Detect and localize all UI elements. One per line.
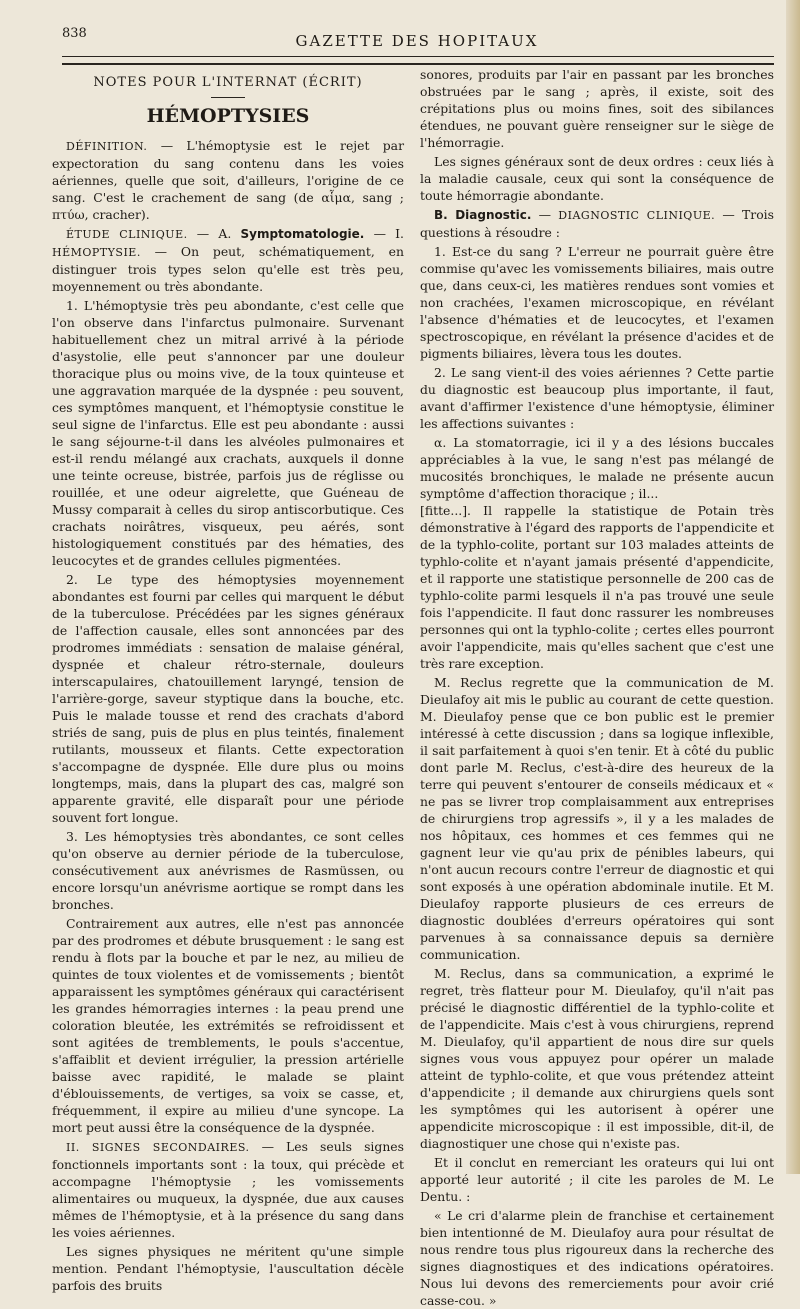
signes-secondaires-label: II. SIGNES SECONDAIRES.: [66, 1141, 250, 1154]
paragraph-r9: M. Reclus, dans sa communication, a exprimé le regret, très flatteur pour M. Dieulafoy, qu'il n'ait pas précisé le diagnostic différentiel de la typhlo-colite et de l'appendicite. Mais c'est à vous chirurgiens, reprend M. Dieulafoy, qu'il appartient de nous dire sur quels signes vous vous appuyez pour opérer un malade atteint de typhlo-colite, et que vous prétendez atteint d'appendicite ; il demande aux chirurgiens quels sont les symptômes qui les autorisent à opérer une appendicite microscopique : il est impossible, dit-il, de diagnostiquer une chose qui n'existe pas.: [420, 966, 774, 1151]
paragraph-r6: α. La stomatorragie, ici il y a des lésions buccales appréciables à la vue, le sang n'est pas mélangé de mucosités bronchiques, le malade ne présente aucun symptôme d'affection thoracique ; il...: [420, 435, 774, 501]
paragraph-r11: « Le cri d'alarme plein de franchise et certainement bien intentionné de M. Dieulafoy aura pour résultat de nous rendre tous plus rigoureux dans la recherche des signes diagnostiques et des indications opératoires. Nous lui devons des remerciements pour avoir crié casse-cou. »: [420, 1208, 774, 1308]
paragraph-signes-physiques: Les signes physiques ne méritent qu'une simple mention. Pendant l'hémoptysie, l'auscultation décèle parfois des bruits: [52, 1244, 404, 1293]
paragraph-signes-secondaires: [52, 1138, 404, 1241]
etude-text: — On peut, schématiquement, en distinguer trois types selon qu'elle est très peu, moyennement ou très abondante.: [52, 244, 404, 294]
left-column: [52, 66, 404, 1294]
right-column: [420, 66, 774, 1309]
paragraph-2: 2. Le type des hémoptysies moyennement abondantes est fourni par celles qui marquent le début de la tuberculose. Précédées par les signes généraux de l'affection causale, elles sont annoncées par des prodromes immédiats : sensation de malaise général, dyspnée et chaleur rétro-sternale, douleurs interscapulaires, chatouillement laryngé, tension de l'arrière-gorge, saveur styptique dans la bouche, etc. Puis le malade tousse et rend des crachats d'abord striés de sang, puis de plus en plus teintés, finalement rutilants, mousseux et filants. Cette expectoration s'accompagne de dyspnée. Elle dure plus ou moins longtemps, mais, dans la plupart des cas, malgré son apparente gravité, elle disparaît pour une période souvent fort longue.: [52, 572, 404, 825]
page-edge: [786, 0, 800, 1174]
page-number: 838: [62, 26, 87, 41]
paragraph-r8: M. Reclus regrette que la communication de M. Dieulafoy ait mis le public au courant de cette question. M. Dieulafoy pense que ce bon public est le premier intéressé à cette discussion ; dans sa logique inflexible, il sait parfaitement à quoi s'en tenir. Et à côté du public dont parle M. Reclus, c'est-à-dire des heureux de la terre qui peuvent s'entourer de conseils médicaux et « ne pas se livrer trop complaisamment aux entreprises de chirurgiens trop agressifs », il y a les malades de nos hôpitaux, ces hommes et ces femmes qui ne gagnent leur vie qu'au prix de pénibles labeurs, qui n'ont aucun recours contre l'erreur de diagnostic et qui sont exposés à une opération abdominale inutile. Et M. Dieulafoy rapporte plusieurs de ces erreurs de diagnostic doublées d'erreurs opératoires qui sont parvenues à sa connaissance depuis sa dernière communication.: [420, 675, 774, 962]
diagnostic-heading: B. Diagnostic.: [434, 208, 532, 222]
signes-secondaires-text: — Les seuls signes fonctionnels importants sont : la toux, qui précède et accompagne l'hémoptysie ; les vomissements alimentaires ou muqueux, la dyspnée, due aux causes mêmes de l'hémoptysie, et à la présence du sang dans les voies aériennes.: [52, 1139, 405, 1240]
paragraph-1: 1. L'hémoptysie très peu abondante, c'est celle que l'on observe dans l'infarctus pulmonaire. Survenant habituellement chez un mitral arrivé à la période d'asystolie, elle peut s'annoncer par une douleur thoracique plus ou moins vive, de la toux quinteuse et une aggravation marquée de la dyspnée : peu souvent, ces symptômes manquent, et l'hémoptysie constitue le seul signe de l'infarctus. Elle est peu abondante : aussi le sang séjourne-t-il dans les alvéoles pulmonaires et est-il rendu mélangé aux crachats, auxquels il donne une teinte ocreuse, bistrée, parfois jus de réglisse ou rouillée, et une odeur aigrelette, que Guéneau de Mussy comparait à celles du sirop antiscorbutique. Ces crachats noirâtres, visqueux, peu aérés, sont histologiquement constitués par des hématies, des leucocytes et de grandes cellules pigmentées.: [52, 298, 404, 568]
hemoptysie-label: HÉMOPTYSIE.: [52, 246, 141, 259]
symptomatologie-heading: Symptomatologie.: [240, 227, 365, 241]
section-title: NOTES POUR L'INTERNAT (ÉCRIT): [93, 75, 363, 90]
journal-title: GAZETTE DES HOPITAUX: [295, 32, 539, 50]
paragraph-r10: Et il conclut en remerciant les orateurs qui lui ont apporté leur autorité ; il cite les paroles de M. Le Dentu. :: [420, 1155, 774, 1204]
paragraph-diagnostic: B. Diagnostic. — DIAGNOSTIC CLINIQUE. — Trois questions à résoudre :: [420, 207, 774, 240]
paragraph-etude: ÉTUDE CLINIQUE. — A. Symptomatologie. — I. HÉMOPTYSIE. — On peut, schématiquement, en distinguer trois types selon qu'elle est très peu, moyennement ou très abondante.: [52, 226, 404, 294]
paragraph-definition: [52, 137, 404, 223]
paragraph-r4: 1. Est-ce du sang ? L'erreur ne pourrait guère être commise qu'avec les vomissements biliaires, mais outre que, dans ceux-ci, les matières rendues sont vomies et non crachées, l'examen microscopique, en révélant l'absence d'hématies et de leucocytes, et l'examen spectroscopique, en révélant la présence d'acides et de pigments biliaires, lèvera tous les doutes.: [420, 244, 774, 361]
definition-label: DÉFINITION.: [66, 140, 148, 153]
diagnostic-text: — Trois questions à résoudre :: [420, 207, 774, 240]
paragraph-r2: Les signes généraux sont de deux ordres : ceux liés à la maladie causale, ceux qui sont la conséquence de toute hémorragie abondante.: [420, 154, 774, 203]
paragraph-r1: sonores, produits par l'air en passant par les bronches obstruées par le sang ; après, il existe, soit des crépitations plus ou moins fines, soit des sibilances étendues, ne pouvant guère renseigner sur le siège de l'hémorragie.: [420, 67, 774, 150]
article-title: HÉMOPTYSIES: [146, 105, 310, 127]
header-rule-thick: [62, 63, 774, 65]
paragraph-r5: 2. Le sang vient-il des voies aériennes ? Cette partie du diagnostic est beaucoup plus importante, il faut, avant d'affirmer l'existence d'une hémoptysie, éliminer les affections suivantes :: [420, 365, 774, 431]
etude-label: ÉTUDE CLINIQUE.: [66, 228, 188, 241]
title-divider: [211, 97, 245, 98]
definition-text: — L'hémoptysie est le rejet par expectoration du sang contenu dans les voies aériennes, quelle que soit, d'ailleurs, l'origine de ce sang. C'est le crachement de sang (de αἷμα, sang ; πτύω, cracher).: [52, 138, 404, 222]
paragraph-4: Contrairement aux autres, elle n'est pas annoncée par des prodromes et débute brusquement : le sang est rendu à flots par la bouche et par le nez, au milieu de quintes de toux violentes et de vomissements ; bientôt apparaissent les symptômes généraux qui caractérisent les grandes hémorragies internes : la peau prend une coloration bleutée, les extrémités se refroidissent et sont agitées de tremblements, le pouls s'accentue, s'affaiblit et devient irrégulier, la pression artérielle baisse avec rapidité, le malade se plaint d'éblouissements, de vertiges, sa voix se casse, et, fréquemment, il expire au milieu d'une syncope. La mort peut aussi être la conséquence de la dyspnée.: [52, 916, 404, 1135]
paragraph-3: 3. Les hémoptysies très abondantes, ce sont celles qu'on observe au dernier période de la tuberculose, consécutivement aux anévrismes de Rasmüssen, ou encore lorsqu'un anévrisme aortique se rompt dans les bronches.: [52, 829, 404, 912]
diagnostic-clinique-label: DIAGNOSTIC CLINIQUE.: [558, 209, 716, 222]
page-header: [62, 22, 772, 52]
paragraph-r7: [fitte...]. Il rappelle la statistique de Potain très démonstrative à l'égard des rapports de l'appendicite et de la typhlo-colite, portant sur 103 malades atteints de typhlo-colite et n'ayant jamais présenté d'appendicite, et il rapporte une statistique personnelle de 200 cas de typhlo-colite parmi lesquels il n'a pas trouvé une seule fois l'appendicite. Il faut donc rassurer les nombreuses personnes qui ont la typhlo-colite ; certes elles pourront avoir l'appendicite, mais qu'elles sachent que c'est une très rare exception.: [420, 503, 774, 671]
header-rule-thin: [62, 56, 774, 57]
